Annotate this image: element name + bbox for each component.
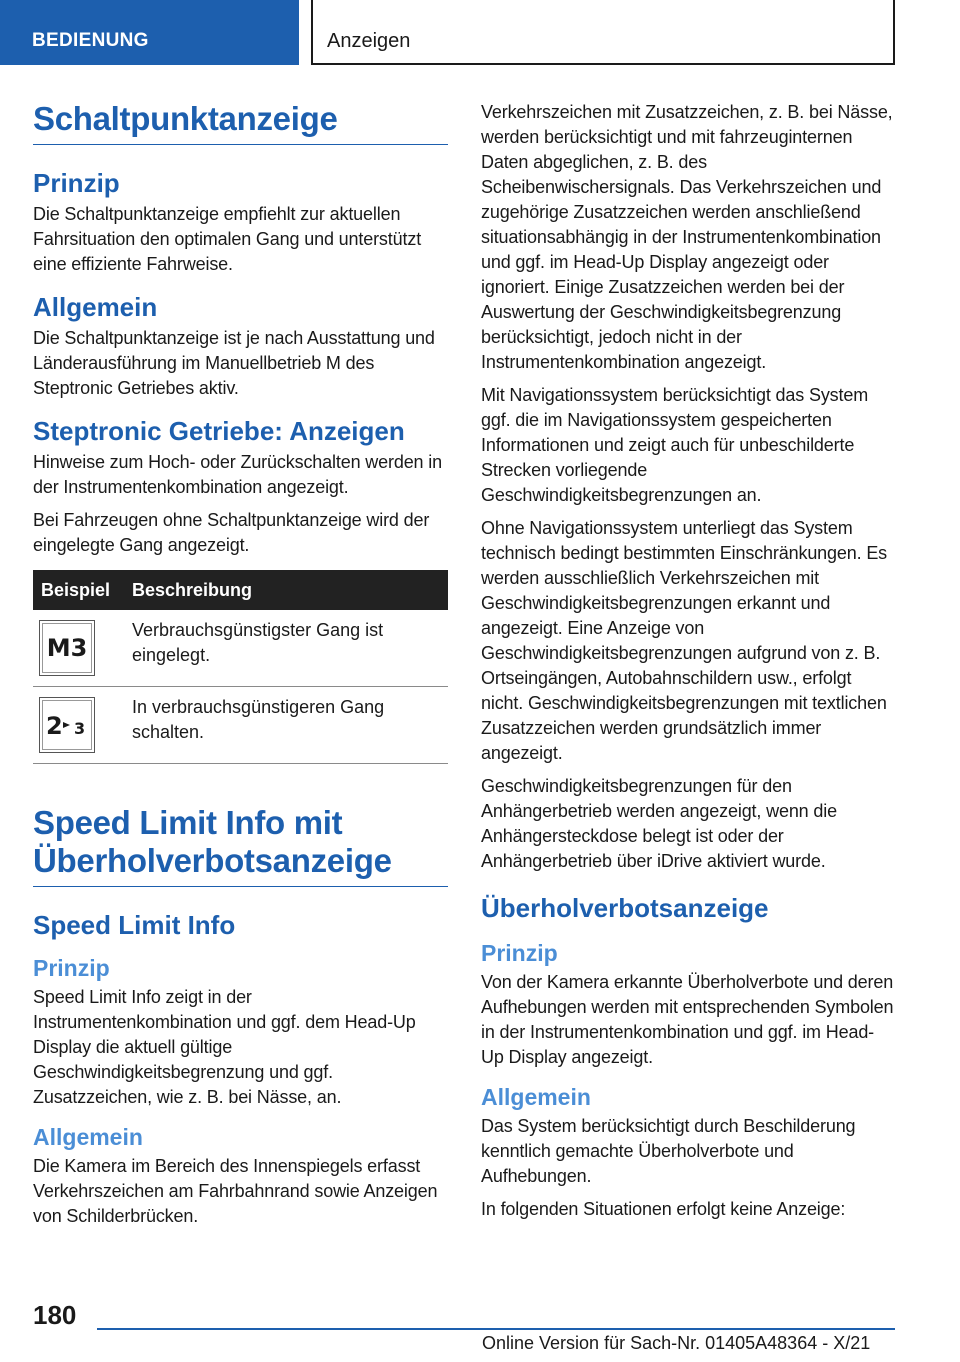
heading-ueber-prinzip: Prinzip	[481, 940, 558, 966]
heading-speed-limit-info: Speed Limit Info	[33, 910, 236, 940]
text-steptronic-2: Bei Fahrzeugen ohne Schaltpunktanzeige wird der eingelegte Gang angezeigt.	[33, 510, 430, 555]
text-ueber-allgemein-1: Das System berücksichtigt durch Beschilderung kenntlich gemachte Überholverbote und Aufhebungen.	[481, 1116, 856, 1186]
table-header-beispiel: Beispiel	[33, 570, 124, 610]
header-section-tab	[0, 0, 299, 65]
text-zusatzzeichen: Verkehrszeichen mit Zusatzzeichen, z. B. bei Nässe, werden berücksichtigt und mit fahrzeuginternen Daten abgeglichen, z. B. des Scheibenwischersignals. Das Verkehrszeichen und zugehörige Zusatzzeichen werden anschließend situationsabhängig in der Instrumentenkombination und ggf. im Head-Up Display angezeigt oder ignoriert. Einige Zusatzzeichen werden bei der Auswertung der Geschwindigkeitsbegrenzung berücksichtigt, jedoch nicht in der Instrumentenkombination angezeigt.	[481, 102, 893, 372]
gear-m3-label: M3	[42, 623, 92, 673]
footer-online-version: Online Version für Sach-Nr. 01405A48364 - X/21	[482, 1333, 871, 1353]
table-cell-description: In verbrauchsgünstigeren Gang schalten.	[124, 687, 448, 764]
section-title-speed-limit: Speed Limit Info mit Überholverbotsanzeige	[33, 804, 448, 887]
header-section-label: BEDIENUNG	[32, 30, 149, 51]
heading-steptronic: Steptronic Getriebe: Anzeigen	[33, 416, 405, 446]
page-number: 180	[33, 1300, 77, 1330]
right-column	[481, 100, 896, 1230]
table-cell-description: Verbrauchsgünstigster Gang ist eingelegt.	[124, 610, 448, 687]
text-steptronic-1: Hinweise zum Hoch- oder Zurückschalten werden in der Instrumentenkombination angezeigt.	[33, 452, 442, 497]
text-anhaengerbetrieb: Geschwindigkeitsbegrenzungen für den Anhängerbetrieb werden angezeigt, wenn die Anhängersteckdose belegt ist oder der Anhängerbetrieb über iDrive aktiviert wurde.	[481, 776, 837, 871]
text-sli-prinzip: Speed Limit Info zeigt in der Instrumentenkombination und ggf. dem Head-Up Display die aktuell gültige Geschwindigkeitsbegrenzung und ggf. Zusatzzeichen, wie z. B. bei Nässe, an.	[33, 987, 416, 1107]
header-chapter-box	[311, 0, 895, 65]
table-header-beschreibung: Beschreibung	[124, 570, 448, 610]
text-sli-allgemein: Die Kamera im Bereich des Innenspiegels erfasst Verkehrszeichen am Fahrbahnrand sowie Anzeigen von Schilderbrücken.	[33, 1156, 438, 1226]
svg-text:3: 3	[74, 719, 86, 738]
section-title-schaltpunktanzeige: Schaltpunktanzeige	[33, 100, 448, 145]
heading-sli-prinzip: Prinzip	[33, 955, 110, 981]
heading-allgemein: Allgemein	[33, 292, 158, 322]
header-chapter-label: Anzeigen	[327, 30, 411, 52]
heading-ueber-allgemein: Allgemein	[481, 1084, 591, 1110]
gear-display-table	[33, 570, 448, 764]
gear-m3-icon	[39, 620, 95, 676]
footer-divider	[97, 1328, 895, 1330]
text-ueber-allgemein-2: In folgenden Situationen erfolgt keine Anzeige:	[481, 1199, 846, 1219]
table-row	[33, 687, 448, 764]
text-prinzip: Die Schaltpunktanzeige empfiehlt zur aktuellen Fahrsituation den optimalen Gang und unterstützt eine effiziente Fahrweise.	[33, 204, 422, 274]
heading-ueberholverbot: Überholverbotsanzeige	[481, 893, 769, 923]
text-ohne-navigation: Ohne Navigationssystem unterliegt das System technisch bedingt bestimmten Einschränkungen. Es werden ausschließlich Verkehrszeichen mit Geschwindigkeitsbegrenzungen erkannt und angezeigt. Eine Anzeige von Geschwindigkeitsbegrenzungen aufgrund von z. B. Ortseingängen, Autobahnschildern usw., erfolgt nicht. Geschwindigkeitsbegrenzungen mit textlichen Zusatzzeichen werden grundsätzlich immer angezeigt.	[481, 518, 888, 763]
table-row	[33, 610, 448, 687]
heading-sli-allgemein: Allgemein	[33, 1124, 143, 1150]
heading-prinzip: Prinzip	[33, 168, 120, 198]
text-allgemein: Die Schaltpunktanzeige ist je nach Ausstattung und Länderausführung im Manuellbetrieb M des Steptronic Getriebes aktiv.	[33, 328, 435, 398]
svg-text:2: 2	[46, 712, 63, 740]
left-column	[33, 100, 448, 1237]
text-navigationssystem: Mit Navigationssystem berücksichtigt das System ggf. die im Navigationssystem gespeicherten Informationen und zeigt auch für unbeschilderte Strecken vorliegende Geschwindigkeitsbegrenzungen an.	[481, 385, 869, 505]
gear-upshift-icon	[39, 697, 95, 753]
upshift-arrow-icon	[44, 710, 90, 740]
text-ueber-prinzip: Von der Kamera erkannte Überholverbote und deren Aufhebungen werden mit entsprechenden Symbolen in der Instrumentenkombination und ggf. im Head-Up Display angezeigt.	[481, 972, 894, 1067]
